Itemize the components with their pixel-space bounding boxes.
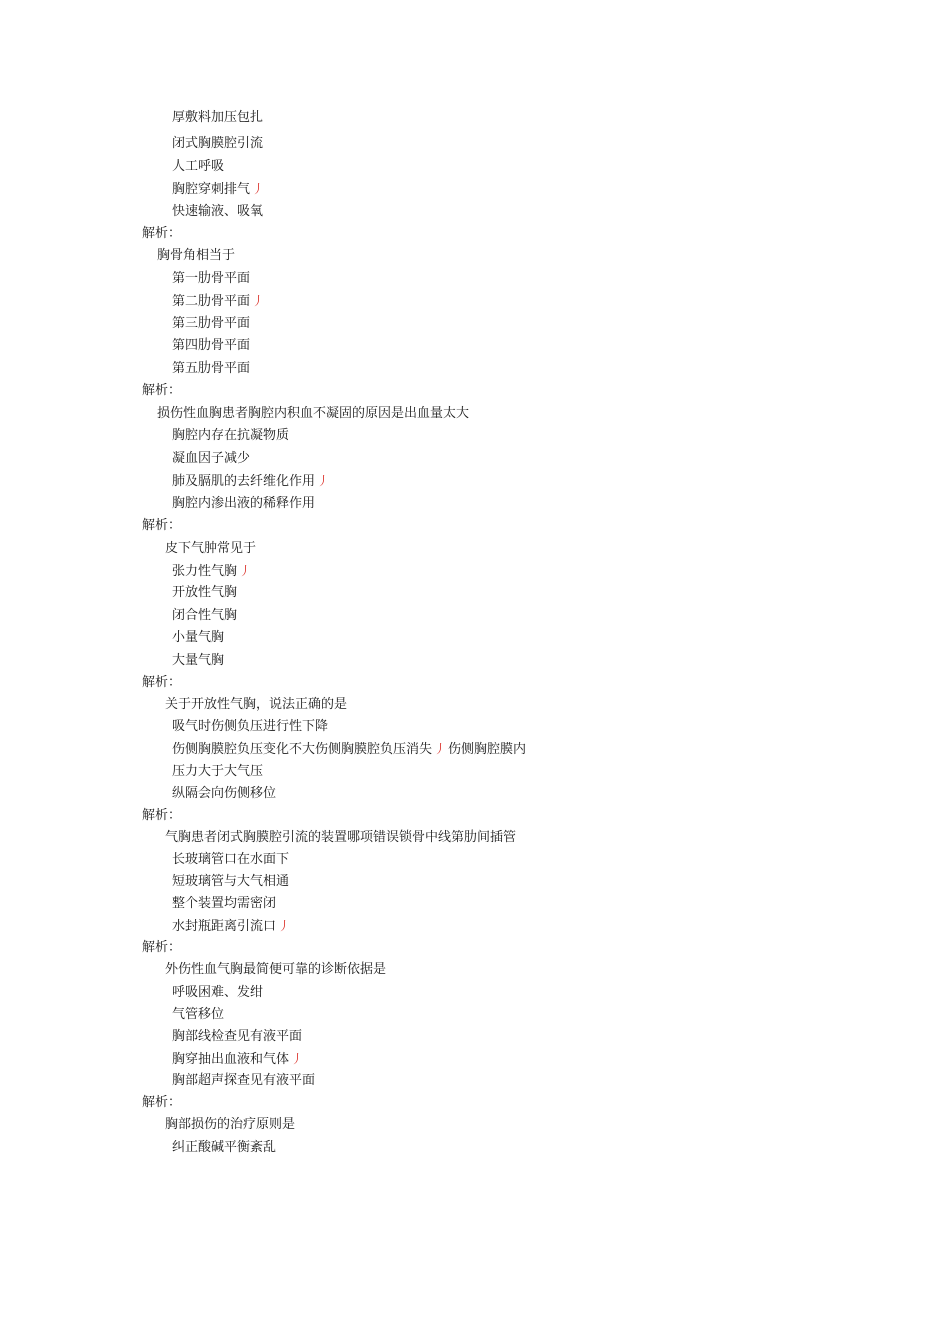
option xyxy=(172,1029,302,1045)
option-text: 快速输液、吸氧 xyxy=(172,204,264,219)
option-text: 吸气时伤侧负压进行性下降 xyxy=(172,719,329,734)
option xyxy=(172,585,237,601)
option-text: 第一肋骨平面 xyxy=(172,271,251,286)
option xyxy=(172,136,263,152)
explanation-label: 解析： xyxy=(142,1095,182,1110)
option xyxy=(172,786,276,802)
option xyxy=(172,293,264,309)
option-text: 整个装置均需密闭 xyxy=(172,896,277,911)
option-text: 短玻璃管与大气相通 xyxy=(172,874,290,889)
option xyxy=(172,110,263,126)
option xyxy=(172,428,289,444)
option xyxy=(172,852,289,868)
option-text: 长玻璃管口在水面下 xyxy=(172,852,290,867)
correct-mark-icon: 丿 xyxy=(317,474,330,488)
explanation-label: 解析： xyxy=(142,675,182,690)
option xyxy=(172,896,276,912)
option xyxy=(172,630,224,646)
option-text: 压力大于大气压 xyxy=(172,764,264,779)
option xyxy=(172,338,250,354)
option-text: 气管移位 xyxy=(172,1007,225,1022)
question-text: 关于开放性气胸，说法正确的是 xyxy=(165,697,348,712)
question-text: 气胸患者闭式胸膜腔引流的装置哪项错误锁骨中线第肋间插管 xyxy=(165,830,517,845)
question-text: 外伤性血气胸最简便可靠的诊断依据是 xyxy=(165,962,387,977)
option-text: 胸腔内存在抗凝物质 xyxy=(172,428,290,443)
option-text: 胸腔穿刺排气 xyxy=(172,182,251,197)
question-text: 损伤性血胸患者胸腔内积血不凝固的原因是出血量太大 xyxy=(157,406,470,421)
option-text: 第二肋骨平面 xyxy=(172,294,251,309)
option-text: 胸部超声探查见有液平面 xyxy=(172,1073,316,1088)
option-text: 胸穿抽出血液和气体 xyxy=(172,1052,290,1067)
option-text: 闭合性气胸 xyxy=(172,608,238,623)
option xyxy=(172,316,250,332)
option xyxy=(172,451,250,467)
option xyxy=(172,1007,224,1023)
question-text: 胸部损伤的治疗原则是 xyxy=(165,1117,296,1132)
question-text: 皮下气肿常见于 xyxy=(165,541,257,556)
option xyxy=(172,271,250,287)
option xyxy=(172,1073,315,1089)
option-text: 第五肋骨平面 xyxy=(172,361,251,376)
question-text: 胸骨角相当于 xyxy=(157,248,236,263)
option xyxy=(172,361,250,377)
option-text: 闭式胸膜腔引流 xyxy=(172,136,264,151)
correct-mark-icon: 丿 xyxy=(252,294,265,308)
option xyxy=(172,159,224,175)
option-text: 伤侧胸腔膜内 xyxy=(448,742,527,757)
option xyxy=(172,874,289,890)
option xyxy=(172,563,251,579)
option-text: 胸腔内渗出液的稀释作用 xyxy=(172,496,316,511)
option-text: 大量气胸 xyxy=(172,653,225,668)
option xyxy=(172,1140,276,1156)
option-text: 呼吸困难、发绀 xyxy=(172,985,264,1000)
option-text: 水封瓶距离引流口 xyxy=(172,919,277,934)
option-text: 厚敷料加压包扎 xyxy=(172,110,264,125)
option-text: 纵隔会向伤侧移位 xyxy=(172,786,277,801)
option-text: 肺及膈肌的去纤维化作用 xyxy=(172,474,316,489)
option xyxy=(172,473,329,489)
option-text: 张力性气胸 xyxy=(172,564,238,579)
option xyxy=(172,741,526,757)
option xyxy=(172,204,263,220)
option xyxy=(172,653,224,669)
option xyxy=(172,608,237,624)
option-text: 开放性气胸 xyxy=(172,585,238,600)
option-text: 胸部线检查见有液平面 xyxy=(172,1029,303,1044)
option xyxy=(172,181,264,197)
correct-mark-icon: 丿 xyxy=(252,182,265,196)
explanation-label: 解析： xyxy=(142,808,182,823)
option-text: 第三肋骨平面 xyxy=(172,316,251,331)
option-text: 第四肋骨平面 xyxy=(172,338,251,353)
correct-mark-icon: 丿 xyxy=(239,564,252,578)
explanation-label: 解析： xyxy=(142,518,182,533)
explanation-label: 解析： xyxy=(142,226,182,241)
option-text: 人工呼吸 xyxy=(172,159,225,174)
option-text: 凝血因子减少 xyxy=(172,451,251,466)
option xyxy=(172,985,263,1001)
explanation-label: 解析： xyxy=(142,383,182,398)
option-text: 小量气胸 xyxy=(172,630,225,645)
option xyxy=(172,764,263,780)
option xyxy=(172,496,315,512)
option xyxy=(172,719,328,735)
option xyxy=(172,918,290,934)
explanation-label: 解析： xyxy=(142,940,182,955)
correct-mark-icon: 丿 xyxy=(278,919,291,933)
option-text: 纠正酸碱平衡紊乱 xyxy=(172,1140,277,1155)
option-text: 伤侧胸膜腔负压变化不大伤侧胸膜腔负压消失 xyxy=(172,742,433,757)
correct-mark-icon: 丿 xyxy=(434,742,447,756)
correct-mark-icon: 丿 xyxy=(291,1052,304,1066)
option xyxy=(172,1051,303,1067)
